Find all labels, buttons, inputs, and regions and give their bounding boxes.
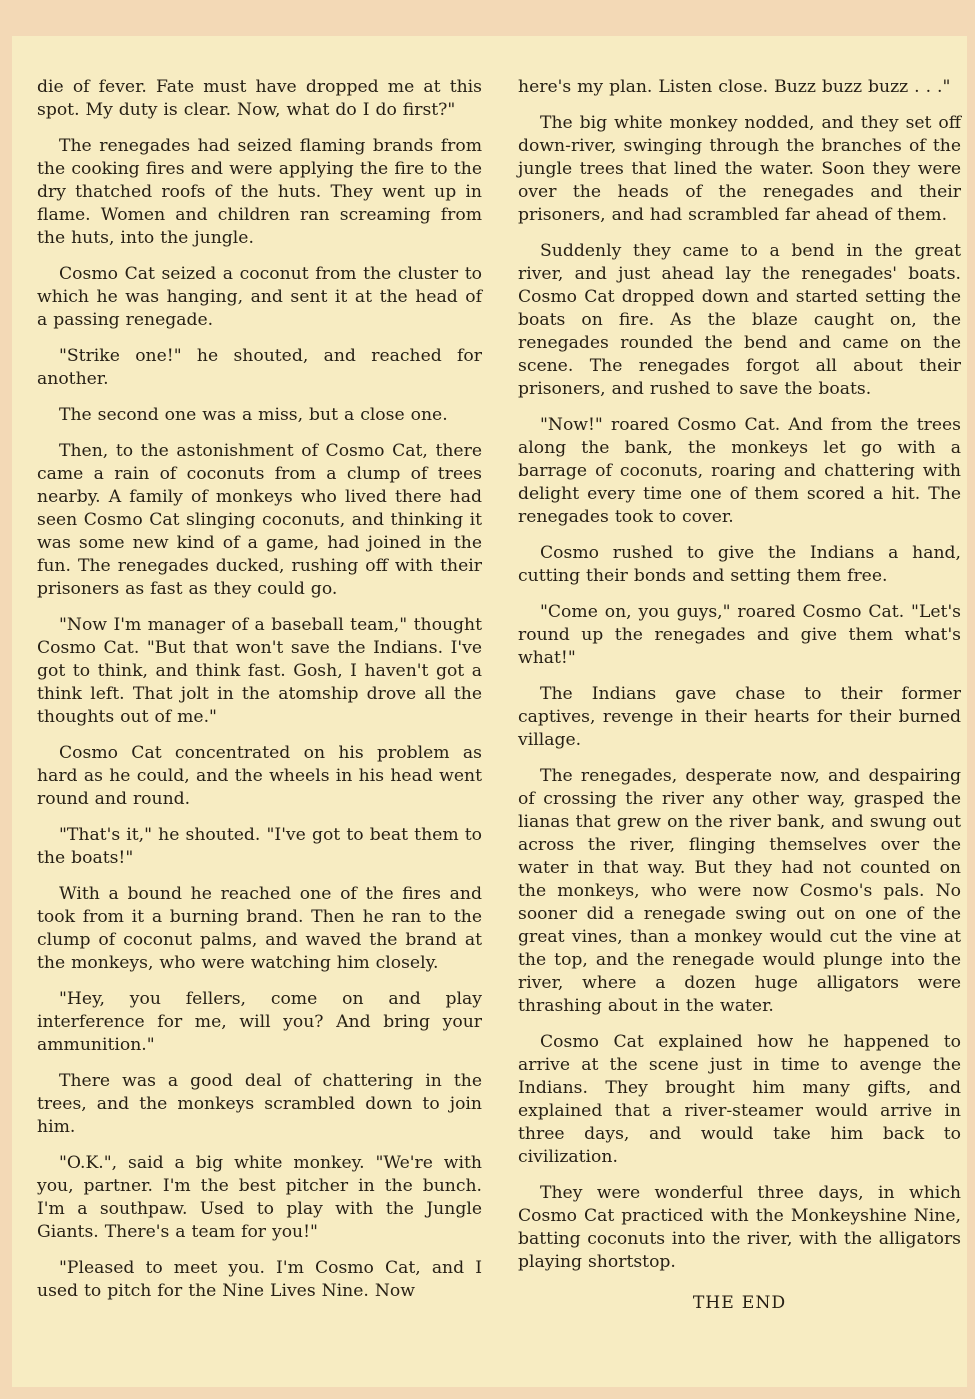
paragraph: They were wonderful three days, in which Cosmo Cat practiced with the Monkeyshine Nine, batting coconuts into the river, with the alligators playing shortstop.	[518, 1183, 961, 1272]
paragraph: Cosmo Cat concentrated on his problem as hard as he could, and the wheels in his head went round and round.	[37, 743, 482, 809]
left-column	[37, 76, 482, 1316]
paragraph: here's my plan. Listen close. Buzz buzz buzz . . ."	[518, 77, 951, 97]
paragraph: The big white monkey nodded, and they set off down-river, swinging through the branches of the jungle trees that lined the water. Soon they were over the heads of the renegades and their prisoners, and had scrambled far ahead of them.	[518, 113, 961, 225]
right-column	[518, 76, 961, 1328]
the-end-label: THE END	[692, 1293, 787, 1313]
paragraph: The renegades, desperate now, and despairing of crossing the river any other way, grasped the lianas that grew on the river bank, and swung out across the river, flinging themselves over the water in that way. But they had not counted on the monkeys, who were now Cosmo's pals. No sooner did a renegade swing out on one of the great vines, than a monkey would cut the vine at the top, and the renegade would plunge into the river, where a dozen huge alligators were thrashing about in the water.	[518, 766, 961, 1016]
paragraph: Cosmo Cat explained how he happened to arrive at the scene just in time to avenge the Indians. They brought him many gifts, and explained that a river-steamer would arrive in three days, and would take him back to civilization.	[518, 1032, 961, 1167]
paragraph: "Pleased to meet you. I'm Cosmo Cat, and I used to pitch for the Nine Lives Nine. Now	[37, 1258, 482, 1301]
paragraph: The Indians gave chase to their former captives, revenge in their hearts for their burned village.	[518, 684, 961, 750]
paragraph: "Hey, you fellers, come on and play interference for me, will you? And bring your ammunition."	[37, 989, 482, 1055]
paragraph: There was a good deal of chattering in the trees, and the monkeys scrambled down to join him.	[37, 1071, 482, 1137]
paragraph: "Now I'm manager of a baseball team," thought Cosmo Cat. "But that won't save the Indians. I've got to think, and think fast. Gosh, I haven't got a think left. That jolt in the atomship drove all the thoughts out of me."	[37, 615, 482, 727]
paragraph: "Come on, you guys," roared Cosmo Cat. "Let's round up the renegades and give them what's what!"	[518, 602, 961, 668]
paragraph: Cosmo Cat seized a coconut from the cluster to which he was hanging, and sent it at the head of a passing renegade.	[37, 264, 482, 330]
paragraph: "That's it," he shouted. "I've got to beat them to the boats!"	[37, 825, 482, 868]
paragraph: Then, to the astonishment of Cosmo Cat, there came a rain of coconuts from a clump of trees nearby. A family of monkeys who lived there had seen Cosmo Cat slinging coconuts, and thinking it was some new kind of a game, had joined in the fun. The renegades ducked, rushing off with their prisoners as fast as they could go.	[37, 441, 482, 599]
paragraph: "Now!" roared Cosmo Cat. And from the trees along the bank, the monkeys let go with a barrage of coconuts, roaring and chattering with delight every time one of them scored a hit. The renegades took to cover.	[518, 415, 961, 527]
paragraph: Cosmo rushed to give the Indians a hand, cutting their bonds and setting them free.	[518, 543, 961, 586]
story-page	[12, 36, 967, 1387]
paragraph: "Strike one!" he shouted, and reached for another.	[37, 346, 482, 389]
paragraph: die of fever. Fate must have dropped me at this spot. My duty is clear. Now, what do I do first?"	[37, 77, 482, 120]
paragraph: The second one was a miss, but a close one.	[59, 405, 448, 425]
paragraph: With a bound he reached one of the fires and took from it a burning brand. Then he ran to the clump of coconut palms, and waved the brand at the monkeys, who were watching him closely.	[37, 884, 482, 973]
paragraph: The renegades had seized flaming brands from the cooking fires and were applying the fire to the dry thatched roofs of the huts. They went up in flame. Women and children ran screaming from the huts, into the jungle.	[37, 136, 482, 248]
paragraph: "O.K.", said a big white monkey. "We're with you, partner. I'm the best pitcher in the bunch. I'm a southpaw. Used to play with the Jungle Giants. There's a team for you!"	[37, 1153, 482, 1242]
paragraph: Suddenly they came to a bend in the great river, and just ahead lay the renegades' boats. Cosmo Cat dropped down and started setting the boats on fire. As the blaze caught on, the renegades rounded the bend and came on the scene. The renegades forgot all about their prisoners, and rushed to save the boats.	[518, 241, 961, 399]
